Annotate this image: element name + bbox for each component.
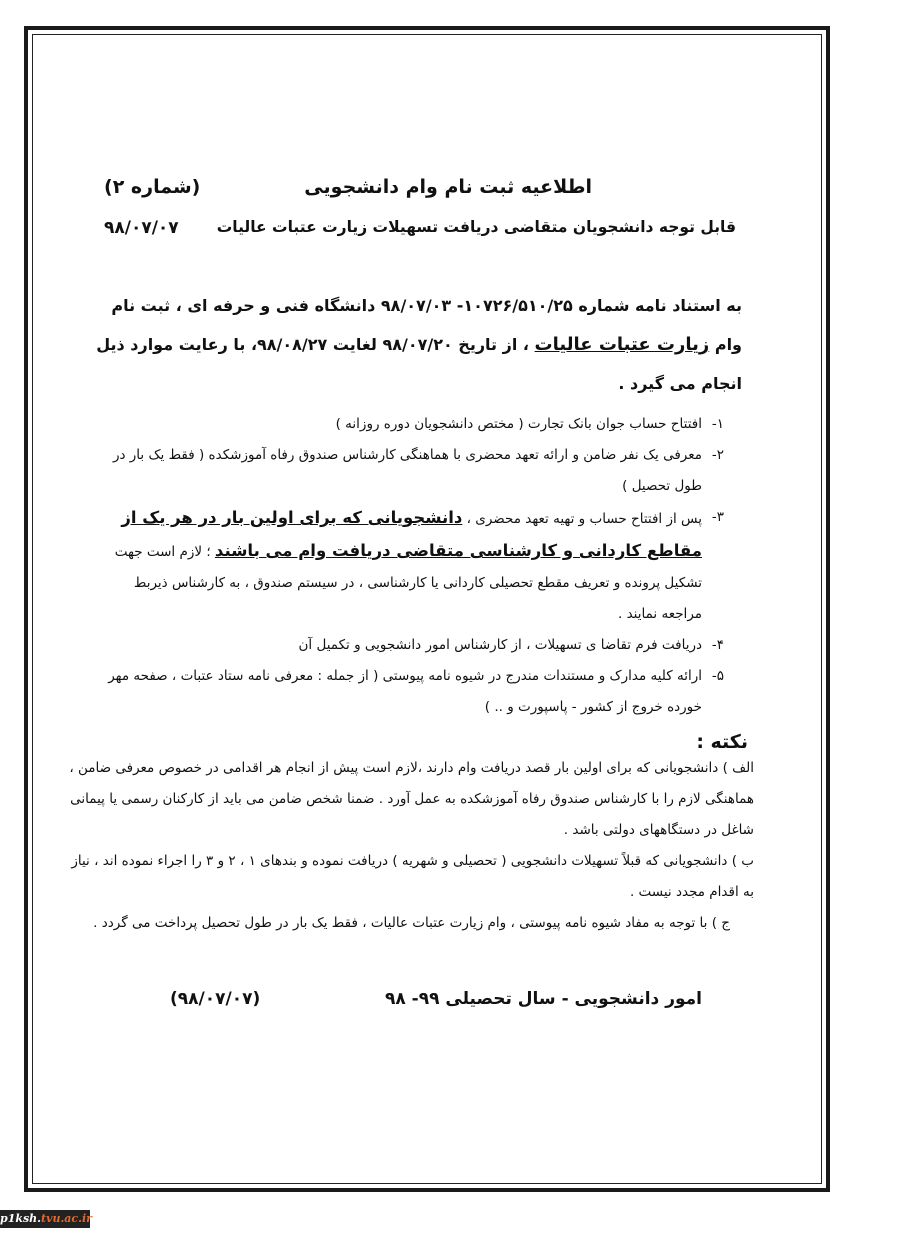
note-jim: ج ) با توجه به مفاد شیوه نامه پیوستی ، وام زیارت عتبات عالیات ، فقط یک بار در طول تحصیل پرداخت می گردد . [93,915,730,931]
watermark-text-1: p1ksh. [0,1212,41,1225]
step-item [92,630,724,661]
step-text: افتتاح حساب جوان بانک تجارت ( مختص دانشجویان دوره روزانه ) [335,416,702,432]
step-text: معرفی یک نفر ضامن و ارائه تعهد محضری با هماهنگی کارشناس صندوق رفاه آموزشکده ( فقط یک بار در طول تحصیل ) [112,447,702,494]
intro-text-2: ، از تاریخ ۹۸/۰۷/۲۰ لغایت ۹۸/۰۸/۲۷، با رعایت موارد ذیل انجام می گیرد . [96,335,742,393]
step-number: ۵- [711,668,724,684]
notes-heading: نکته : [696,731,748,753]
step-text: ارائه کلیه مدارک و مستندات مندرج در شیوه نامه پیوستی ( از جمله : معرفی نامه ستاد عتبات ، صفحه مهر خورده خروج از کشور - پاسپورت و .. ) [108,668,702,715]
footer-signature: امور دانشجویی - سال تحصیلی ۹۹- ۹۸ [384,989,702,1009]
step-emphasis: دانشجویانی که برای اولین بار در هر یک از مقاطع کاردانی و کارشناسی متقاضی دریافت وام می باشند [121,508,702,560]
watermark-text-2: tvu.ac.ir [41,1212,92,1225]
site-watermark [0,1210,90,1228]
step-number: ۲- [711,447,724,463]
intro-highlight: زیارت عتبات عالیات [534,334,710,355]
announcement-number: (شماره ۲) [104,176,201,198]
step-text: پس از افتتاح حساب و تهیه تعهد محضری ، [462,511,702,527]
footer-date: (۹۸/۰۷/۰۷) [170,989,261,1009]
step-item [92,661,724,723]
step-number: ۳- [711,509,724,525]
steps-list [92,409,742,723]
header-row [92,170,742,210]
step-text: ؛ لازم است جهت تشکیل پرونده و تعریف مقطع تحصیلی کاردانی یا کارشناسی ، در سیستم صندوق ، به کارشناس ذیربط مراجعه نمایند . [114,544,702,622]
page-title: اطلاعیه ثبت نام وام دانشجویی [304,176,592,198]
step-item [92,440,724,502]
page-subtitle: قابل توجه دانشجویان متقاضی دریافت تسهیلات زیارت عتبات عالیات [216,218,736,236]
announcement [69,170,754,1023]
footer [92,983,742,1023]
intro-text-1: به استناد نامه شماره ۱۰۷۲۶/۵۱۰/۲۵- ۹۸/۰۷/۰۳ دانشگاه فنی و حرفه ای ، ثبت نام وام [111,296,742,354]
note-alef: الف ) دانشجویانی که برای اولین بار قصد دریافت وام دارند ،لازم است پیش از انجام هر اقدامی در خصوص معرفی ضامن ، هماهنگی لازم را با کارشناس صندوق رفاه آموزشکده به عمل آورد . ضمنا شخص ضامن می باید از کارکنان رسمی یا پیمانی شاغل در دستگاههای دولتی باشد . [69,760,754,838]
step-item [92,502,724,630]
note-be: ب ) دانشجویانی که قبلاً تسهیلات دانشجویی ( تحصیلی و شهریه ) دریافت نموده و بندهای ۱ ، ۲ و ۳ را اجراء نموده اند ، نیاز به اقدام مجدد نیست . [71,853,754,900]
subtitle-row [92,210,742,250]
step-number: ۱- [711,416,724,432]
intro-paragraph [92,286,742,403]
step-item [92,409,724,440]
step-number: ۴- [711,637,724,653]
step-text: دریافت فرم تقاضا ی تسهیلات ، از کارشناس امور دانشجویی و تکمیل آن [298,637,702,653]
announcement-date: ۹۸/۰۷/۰۷ [104,218,179,238]
notes-section [62,753,754,939]
